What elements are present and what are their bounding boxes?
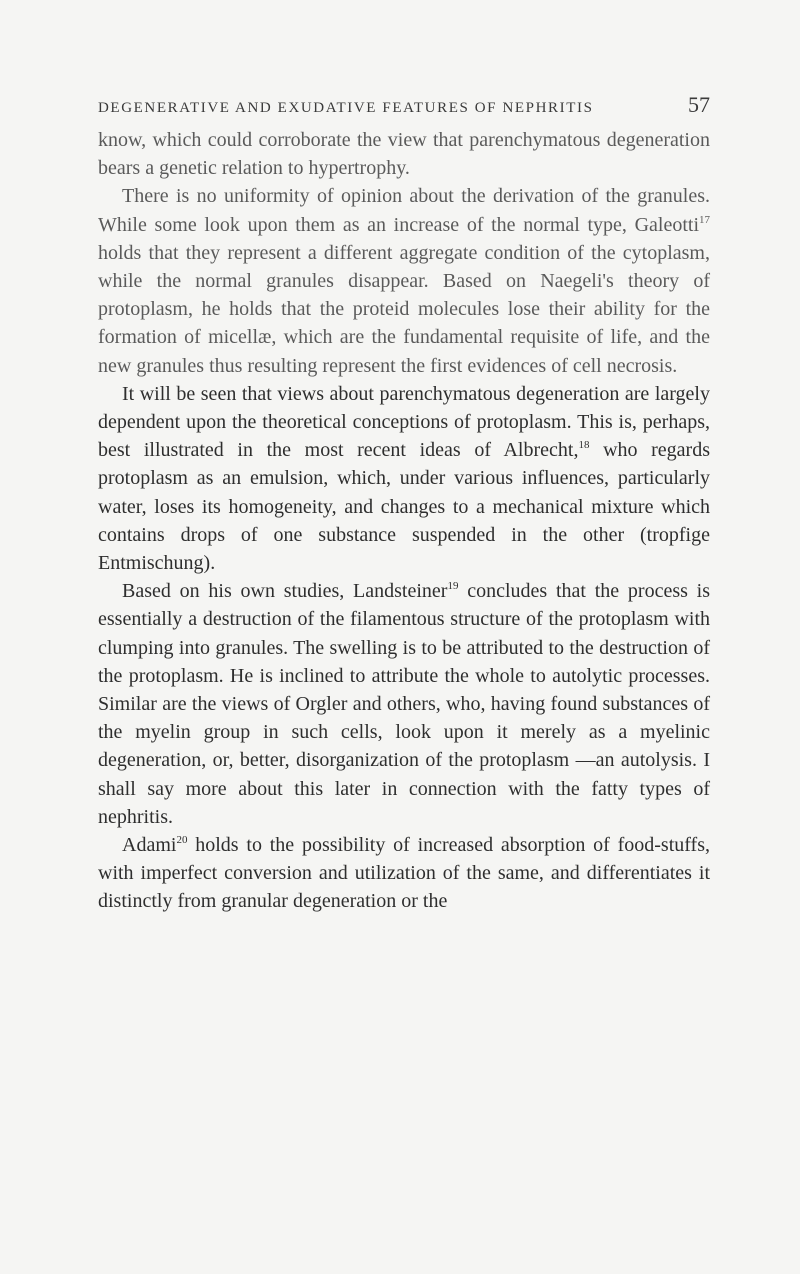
text-run: holds to the possibility of increased absorption of food-stuffs, with imperfect conversion and utilization of the same, and differentiates it distinctly from granular degeneration or the [98, 834, 710, 913]
paragraph-continuation [98, 126, 710, 182]
text-run: know, which could corroborate the view that parenchymatous degeneration bears a genetic relation to hypertrophy. [98, 129, 710, 180]
text-run: concludes that the process is essentially a destruction of the filamentous structure of the protoplasm with clumping into granules. The swelling is to be attributed to the destruction of the protoplasm. He is inclined to attribute the whole to autolytic processes. Similar are the views of Orgler and others, who, having found substances of the myelin group in such cells, look upon it merely as a myelinic degeneration, or, better, disorganization of the protoplasm —an autolysis. I shall say more about this later in connection with the fatty types of nephritis. [98, 580, 710, 828]
text-run: Based on his own studies, Landsteiner [122, 580, 448, 603]
book-page [98, 92, 710, 916]
running-title: DEGENERATIVE AND EXUDATIVE FEATURES OF NEPHRITIS [98, 100, 594, 116]
text-run: It will be seen that views about parenchymatous degeneration are largely dependent upon the theoretical conceptions of protoplasm. This is, perhaps, best illustrated in the most recent ideas of Albrecht, [98, 382, 710, 462]
paragraph-granules [98, 182, 710, 379]
footnote-ref-20: 20 [176, 834, 188, 847]
text-run: who regards protoplasm as an emulsion, which, under various influences, particularly water, loses its homogeneity, and changes to a mechanical mixture which contains drops of one substance suspended in the other (tropfige Entmischung). [98, 439, 710, 575]
footnote-ref-18: 18 [578, 439, 590, 452]
text-run: holds that they represent a different aggregate condition of the cytoplasm, while the normal granules disappear. Based on Naegeli's theory of protoplasm, he holds that the proteid molecules lose their ability for the formation of micellæ, which are the fundamental requisite of life, and the new granules thus resulting represent the first evidences of cell necrosis. [98, 241, 710, 377]
text-run: There is no uniformity of opinion about the derivation of the granules. While some look upon them as an increase of the normal type, Galeotti [98, 185, 710, 236]
paragraph-landsteiner [98, 577, 710, 831]
paragraph-protoplasm [98, 380, 710, 577]
footnote-ref-19: 19 [447, 580, 459, 593]
running-head [98, 92, 710, 118]
page-number: 57 [688, 92, 710, 117]
body-text [98, 126, 710, 916]
footnote-ref-17: 17 [699, 213, 710, 226]
paragraph-adami [98, 831, 710, 916]
text-run: Adami [122, 834, 177, 857]
